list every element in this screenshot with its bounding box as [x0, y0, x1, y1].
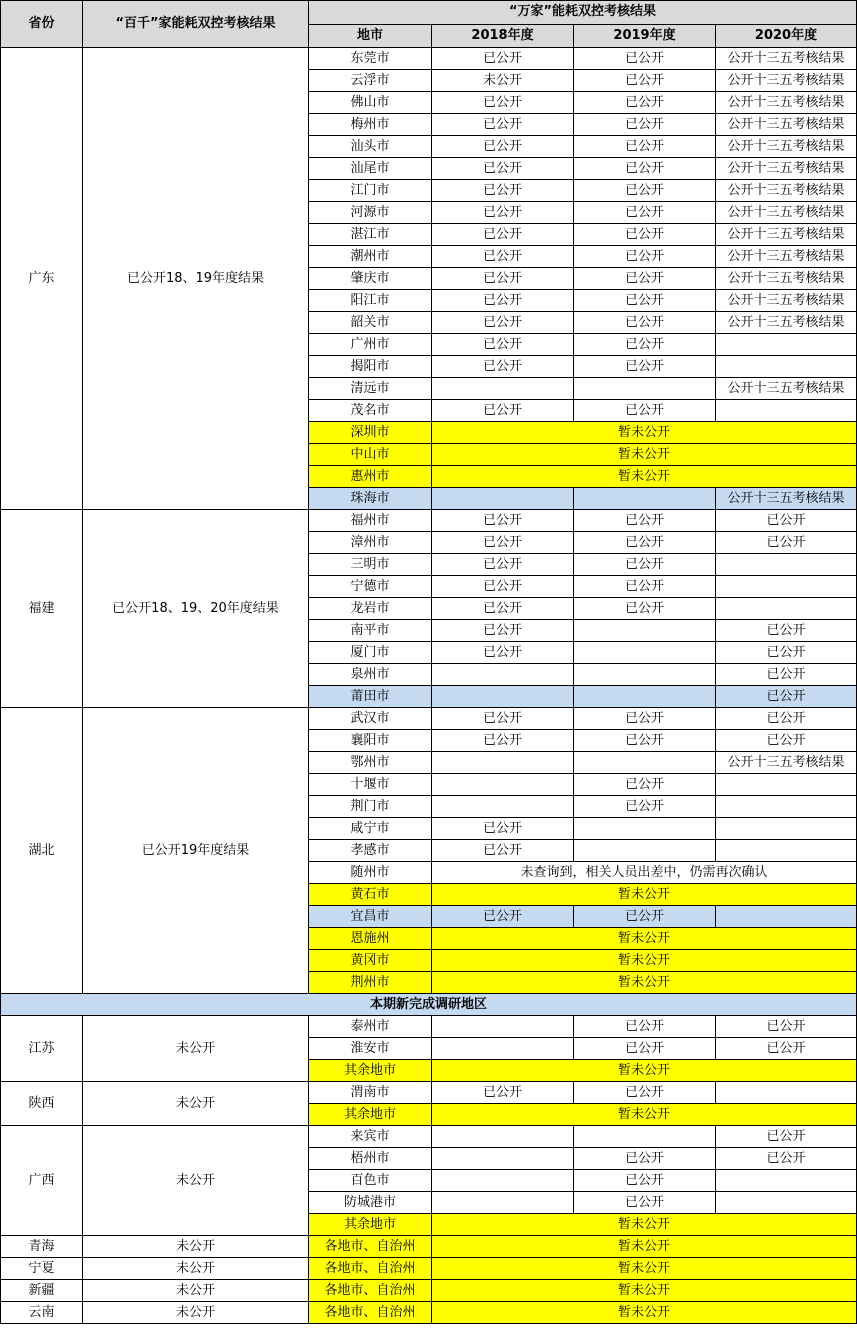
status-cell-y2020: 已公开 — [716, 510, 857, 532]
table-row — [1, 1082, 857, 1104]
status-cell-y2020: 公开十三五考核结果 — [716, 202, 857, 224]
status-cell-y2018: 已公开 — [432, 400, 574, 422]
status-cell-y2020 — [716, 334, 857, 356]
merged-status-cell: 未查询到，相关人员出差中，仍需再次确认 — [432, 862, 857, 884]
status-cell-y2020: 已公开 — [716, 708, 857, 730]
table-row — [1, 1016, 857, 1038]
province-cell: 云南 — [1, 1302, 83, 1324]
status-cell-y2019: 已公开 — [574, 708, 716, 730]
table-body-main — [1, 48, 857, 994]
status-cell-y2020: 公开十三五考核结果 — [716, 136, 857, 158]
status-cell-y2018 — [432, 752, 574, 774]
status-cell-y2018: 已公开 — [432, 92, 574, 114]
city-cell: 河源市 — [309, 202, 432, 224]
status-cell-y2018 — [432, 796, 574, 818]
status-cell-y2018 — [432, 1170, 574, 1192]
city-cell: 南平市 — [309, 620, 432, 642]
status-cell-y2018: 已公开 — [432, 510, 574, 532]
city-cell: 福州市 — [309, 510, 432, 532]
status-cell-y2018: 已公开 — [432, 312, 574, 334]
status-cell-y2018 — [432, 1148, 574, 1170]
city-cell: 漳州市 — [309, 532, 432, 554]
city-cell: 云浮市 — [309, 70, 432, 92]
status-cell-y2019: 已公开 — [574, 356, 716, 378]
status-cell-y2020: 公开十三五考核结果 — [716, 290, 857, 312]
table-row — [1, 1280, 857, 1302]
section-divider — [1, 994, 857, 1016]
status-cell-y2018: 已公开 — [432, 840, 574, 862]
merged-status-cell: 暂未公开 — [432, 1280, 857, 1302]
city-cell: 鄂州市 — [309, 752, 432, 774]
status-cell-y2018: 已公开 — [432, 598, 574, 620]
status-cell-y2018: 已公开 — [432, 290, 574, 312]
table-row — [1, 1302, 857, 1324]
status-cell-y2018: 已公开 — [432, 576, 574, 598]
status-cell-y2019: 已公开 — [574, 334, 716, 356]
table-row — [1, 1126, 857, 1148]
status-cell-y2020: 公开十三五考核结果 — [716, 48, 857, 70]
status-cell-y2018: 已公开 — [432, 158, 574, 180]
city-cell: 防城港市 — [309, 1192, 432, 1214]
city-cell: 江门市 — [309, 180, 432, 202]
status-cell-y2020: 已公开 — [716, 664, 857, 686]
city-cell: 泰州市 — [309, 1016, 432, 1038]
status-cell-y2019: 已公开 — [574, 1148, 716, 1170]
status-cell-y2018: 已公开 — [432, 224, 574, 246]
status-cell-y2020 — [716, 1170, 857, 1192]
status-cell-y2020 — [716, 796, 857, 818]
status-cell-y2019 — [574, 818, 716, 840]
city-cell: 其余地市 — [309, 1214, 432, 1236]
status-cell-y2020 — [716, 1082, 857, 1104]
status-cell-y2019: 已公开 — [574, 730, 716, 752]
status-cell-y2018: 已公开 — [432, 202, 574, 224]
status-cell-y2020: 公开十三五考核结果 — [716, 224, 857, 246]
status-cell-y2020 — [716, 1192, 857, 1214]
status-cell-y2018: 已公开 — [432, 114, 574, 136]
status-cell-y2019: 已公开 — [574, 1016, 716, 1038]
status-cell-y2018: 已公开 — [432, 730, 574, 752]
city-cell: 肇庆市 — [309, 268, 432, 290]
status-cell-y2018: 已公开 — [432, 1082, 574, 1104]
status-cell-y2019: 已公开 — [574, 158, 716, 180]
status-cell-y2019: 已公开 — [574, 70, 716, 92]
city-cell: 阳江市 — [309, 290, 432, 312]
status-cell-y2020: 公开十三五考核结果 — [716, 246, 857, 268]
city-cell: 湛江市 — [309, 224, 432, 246]
status-cell-y2019: 已公开 — [574, 1192, 716, 1214]
status-cell-y2019: 已公开 — [574, 598, 716, 620]
province-cell: 湖北 — [1, 708, 83, 994]
status-cell-y2020: 公开十三五考核结果 — [716, 114, 857, 136]
bq-result-cell: 未公开 — [83, 1126, 309, 1236]
city-cell: 武汉市 — [309, 708, 432, 730]
status-cell-y2018: 已公开 — [432, 906, 574, 928]
merged-status-cell: 暂未公开 — [432, 1214, 857, 1236]
wj-header: “万家”能耗双控考核结果 — [309, 1, 857, 25]
city-cell: 泉州市 — [309, 664, 432, 686]
province-cell: 广东 — [1, 48, 83, 510]
status-cell-y2019: 已公开 — [574, 796, 716, 818]
status-cell-y2020: 已公开 — [716, 1016, 857, 1038]
status-cell-y2020: 公开十三五考核结果 — [716, 378, 857, 400]
city-cell: 深圳市 — [309, 422, 432, 444]
status-cell-y2020 — [716, 818, 857, 840]
status-cell-y2020: 公开十三五考核结果 — [716, 158, 857, 180]
merged-status-cell: 暂未公开 — [432, 950, 857, 972]
city-cell: 潮州市 — [309, 246, 432, 268]
city-cell: 莆田市 — [309, 686, 432, 708]
city-cell: 咸宁市 — [309, 818, 432, 840]
city-cell: 十堰市 — [309, 774, 432, 796]
status-cell-y2019 — [574, 642, 716, 664]
status-cell-y2019: 已公开 — [574, 224, 716, 246]
merged-status-cell: 暂未公开 — [432, 1060, 857, 1082]
city-cell: 恩施州 — [309, 928, 432, 950]
merged-status-cell: 暂未公开 — [432, 466, 857, 488]
status-cell-y2020: 已公开 — [716, 730, 857, 752]
status-cell-y2019 — [574, 664, 716, 686]
status-cell-y2019: 已公开 — [574, 906, 716, 928]
table-body-new — [1, 1016, 857, 1324]
status-cell-y2019: 已公开 — [574, 576, 716, 598]
city-cell: 各地市、自治州 — [309, 1236, 432, 1258]
merged-status-cell: 暂未公开 — [432, 1302, 857, 1324]
status-cell-y2018: 已公开 — [432, 554, 574, 576]
province-header: 省份 — [1, 1, 83, 48]
status-cell-y2018 — [432, 1192, 574, 1214]
status-cell-y2019: 已公开 — [574, 92, 716, 114]
status-cell-y2018 — [432, 686, 574, 708]
status-cell-y2020: 已公开 — [716, 642, 857, 664]
section-title: 本期新完成调研地区 — [1, 994, 857, 1016]
status-cell-y2020: 公开十三五考核结果 — [716, 312, 857, 334]
city-cell: 孝感市 — [309, 840, 432, 862]
city-cell: 东莞市 — [309, 48, 432, 70]
table-row — [1, 1258, 857, 1280]
status-cell-y2018: 已公开 — [432, 246, 574, 268]
city-cell: 惠州市 — [309, 466, 432, 488]
status-cell-y2018: 已公开 — [432, 642, 574, 664]
city-cell: 来宾市 — [309, 1126, 432, 1148]
status-cell-y2020: 公开十三五考核结果 — [716, 268, 857, 290]
bq-result-cell: 已公开18、19、20年度结果 — [83, 510, 309, 708]
status-cell-y2018 — [432, 664, 574, 686]
status-cell-y2018 — [432, 774, 574, 796]
year-2020-header: 2020年度 — [716, 24, 857, 48]
city-cell: 黄石市 — [309, 884, 432, 906]
province-cell: 福建 — [1, 510, 83, 708]
status-cell-y2020: 已公开 — [716, 1148, 857, 1170]
status-cell-y2019: 已公开 — [574, 554, 716, 576]
status-cell-y2020 — [716, 400, 857, 422]
status-cell-y2018 — [432, 1016, 574, 1038]
status-cell-y2020 — [716, 356, 857, 378]
province-cell: 宁夏 — [1, 1258, 83, 1280]
table-row — [1, 48, 857, 70]
status-cell-y2018: 已公开 — [432, 180, 574, 202]
city-cell: 黄冈市 — [309, 950, 432, 972]
province-cell: 广西 — [1, 1126, 83, 1236]
status-cell-y2019 — [574, 686, 716, 708]
table-header — [1, 1, 857, 48]
merged-status-cell: 暂未公开 — [432, 444, 857, 466]
province-cell: 青海 — [1, 1236, 83, 1258]
city-cell: 三明市 — [309, 554, 432, 576]
status-cell-y2018 — [432, 378, 574, 400]
city-cell: 各地市、自治州 — [309, 1302, 432, 1324]
status-cell-y2019: 已公开 — [574, 1170, 716, 1192]
merged-status-cell: 暂未公开 — [432, 1236, 857, 1258]
bq-result-cell: 未公开 — [83, 1236, 309, 1258]
bq-result-cell: 已公开18、19年度结果 — [83, 48, 309, 510]
city-cell: 荆门市 — [309, 796, 432, 818]
merged-status-cell: 暂未公开 — [432, 1258, 857, 1280]
city-cell: 茂名市 — [309, 400, 432, 422]
city-cell: 珠海市 — [309, 488, 432, 510]
status-cell-y2020: 公开十三五考核结果 — [716, 92, 857, 114]
city-cell: 龙岩市 — [309, 598, 432, 620]
status-cell-y2018: 已公开 — [432, 356, 574, 378]
status-cell-y2019: 已公开 — [574, 774, 716, 796]
status-cell-y2019 — [574, 840, 716, 862]
status-cell-y2020: 公开十三五考核结果 — [716, 752, 857, 774]
city-cell: 广州市 — [309, 334, 432, 356]
status-cell-y2018 — [432, 488, 574, 510]
province-cell: 新疆 — [1, 1280, 83, 1302]
city-cell: 宜昌市 — [309, 906, 432, 928]
status-cell-y2019: 已公开 — [574, 312, 716, 334]
city-cell: 清远市 — [309, 378, 432, 400]
bq-result-cell: 未公开 — [83, 1016, 309, 1082]
status-cell-y2020 — [716, 774, 857, 796]
merged-status-cell: 暂未公开 — [432, 928, 857, 950]
city-cell: 厦门市 — [309, 642, 432, 664]
city-cell: 梅州市 — [309, 114, 432, 136]
status-cell-y2018 — [432, 1126, 574, 1148]
status-cell-y2018: 已公开 — [432, 620, 574, 642]
bq-result-cell: 已公开19年度结果 — [83, 708, 309, 994]
status-cell-y2019 — [574, 620, 716, 642]
status-cell-y2020: 公开十三五考核结果 — [716, 70, 857, 92]
merged-status-cell: 暂未公开 — [432, 884, 857, 906]
status-cell-y2020: 已公开 — [716, 1038, 857, 1060]
city-cell: 宁德市 — [309, 576, 432, 598]
city-cell: 汕头市 — [309, 136, 432, 158]
status-cell-y2019: 已公开 — [574, 202, 716, 224]
status-cell-y2018: 已公开 — [432, 532, 574, 554]
merged-status-cell: 暂未公开 — [432, 422, 857, 444]
status-cell-y2018 — [432, 1038, 574, 1060]
status-cell-y2019: 已公开 — [574, 268, 716, 290]
city-cell: 韶关市 — [309, 312, 432, 334]
status-cell-y2020: 公开十三五考核结果 — [716, 488, 857, 510]
status-cell-y2019: 已公开 — [574, 532, 716, 554]
status-cell-y2019: 已公开 — [574, 114, 716, 136]
status-cell-y2018: 已公开 — [432, 708, 574, 730]
status-cell-y2019: 已公开 — [574, 400, 716, 422]
status-cell-y2019: 已公开 — [574, 1082, 716, 1104]
status-cell-y2018: 已公开 — [432, 334, 574, 356]
status-cell-y2020 — [716, 576, 857, 598]
merged-status-cell: 暂未公开 — [432, 972, 857, 994]
status-cell-y2019 — [574, 488, 716, 510]
status-cell-y2019: 已公开 — [574, 246, 716, 268]
table-row — [1, 708, 857, 730]
city-cell: 汕尾市 — [309, 158, 432, 180]
status-cell-y2020: 已公开 — [716, 620, 857, 642]
status-cell-y2019: 已公开 — [574, 136, 716, 158]
city-cell: 百色市 — [309, 1170, 432, 1192]
bq-result-cell: 未公开 — [83, 1082, 309, 1126]
status-cell-y2019 — [574, 752, 716, 774]
status-cell-y2019: 已公开 — [574, 48, 716, 70]
merged-status-cell: 暂未公开 — [432, 1104, 857, 1126]
status-cell-y2018: 已公开 — [432, 48, 574, 70]
city-cell: 佛山市 — [309, 92, 432, 114]
city-cell: 中山市 — [309, 444, 432, 466]
bq-result-cell: 未公开 — [83, 1280, 309, 1302]
city-cell: 其余地市 — [309, 1104, 432, 1126]
status-cell-y2020: 已公开 — [716, 532, 857, 554]
city-cell: 揭阳市 — [309, 356, 432, 378]
table-row — [1, 510, 857, 532]
city-cell: 其余地市 — [309, 1060, 432, 1082]
bq-header: “百千”家能耗双控考核结果 — [83, 1, 309, 48]
year-2018-header: 2018年度 — [432, 24, 574, 48]
bq-result-cell: 未公开 — [83, 1302, 309, 1324]
city-cell: 梧州市 — [309, 1148, 432, 1170]
city-cell: 襄阳市 — [309, 730, 432, 752]
status-cell-y2020: 已公开 — [716, 1126, 857, 1148]
status-cell-y2020 — [716, 554, 857, 576]
city-cell: 随州市 — [309, 862, 432, 884]
city-cell: 各地市、自治州 — [309, 1258, 432, 1280]
status-cell-y2018: 已公开 — [432, 818, 574, 840]
status-cell-y2018: 已公开 — [432, 136, 574, 158]
status-cell-y2020 — [716, 906, 857, 928]
status-cell-y2020: 已公开 — [716, 686, 857, 708]
bq-result-cell: 未公开 — [83, 1258, 309, 1280]
city-cell: 荆州市 — [309, 972, 432, 994]
status-cell-y2019: 已公开 — [574, 180, 716, 202]
status-cell-y2019: 已公开 — [574, 290, 716, 312]
status-cell-y2020 — [716, 598, 857, 620]
status-cell-y2018: 未公开 — [432, 70, 574, 92]
status-cell-y2019: 已公开 — [574, 510, 716, 532]
status-cell-y2018: 已公开 — [432, 268, 574, 290]
status-cell-y2019: 已公开 — [574, 1038, 716, 1060]
status-cell-y2020 — [716, 840, 857, 862]
city-cell: 淮安市 — [309, 1038, 432, 1060]
status-cell-y2020: 公开十三五考核结果 — [716, 180, 857, 202]
table-row — [1, 1236, 857, 1258]
province-cell: 陕西 — [1, 1082, 83, 1126]
city-cell: 各地市、自治州 — [309, 1280, 432, 1302]
status-cell-y2019 — [574, 1126, 716, 1148]
city-header: 地市 — [309, 24, 432, 48]
status-cell-y2019 — [574, 378, 716, 400]
year-2019-header: 2019年度 — [574, 24, 716, 48]
province-cell: 江苏 — [1, 1016, 83, 1082]
city-cell: 渭南市 — [309, 1082, 432, 1104]
